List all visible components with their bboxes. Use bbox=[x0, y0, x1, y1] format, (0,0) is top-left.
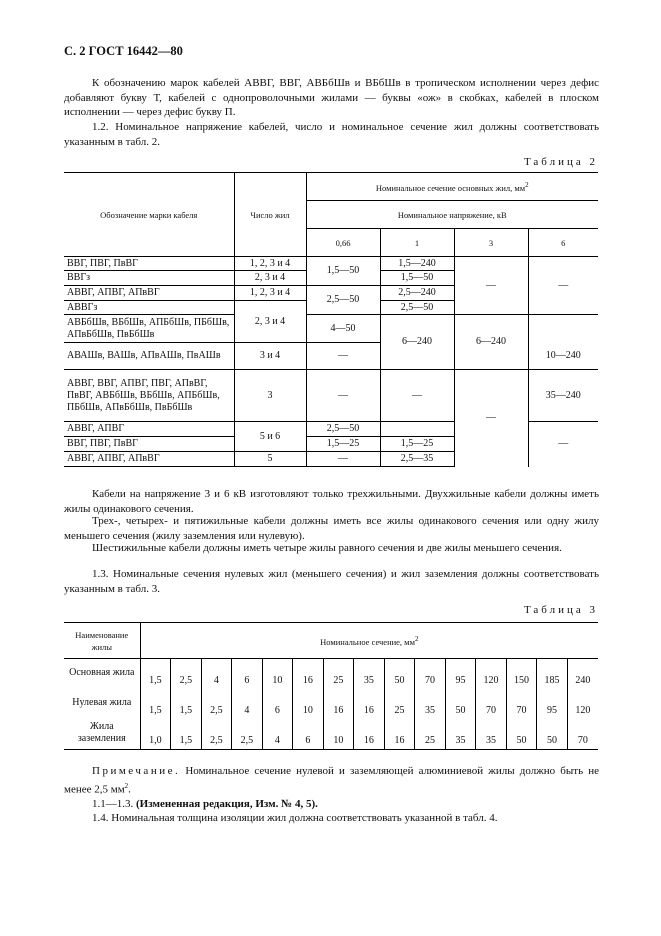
table-cell: 2,5 bbox=[201, 719, 232, 750]
note-text: Номинальное сечение нулевой и заземляющей алюминиевой жилы должно быть не менее 2,5 мм bbox=[64, 765, 599, 796]
note-end: . bbox=[128, 783, 131, 796]
table-cell: 50 bbox=[445, 689, 476, 719]
table-row-mark: АВВГ, ВВГ, АПВГ, ПВГ, АПвВГ, ПвВГ, АВБбШв, ВБбШв, АПБбШв, ПБбШв, АПвБбШв, ПвБбШв bbox=[64, 370, 234, 422]
table-cell: 16 bbox=[384, 719, 415, 750]
table-row-mark: АВАШв, ВАШв, АПвАШв, ПвАШв bbox=[64, 343, 234, 370]
table-cell-v066: 1,5—25 bbox=[306, 437, 380, 452]
table-cell: 1,5 bbox=[171, 719, 202, 750]
table-cell: 1,5 bbox=[171, 689, 202, 719]
table-row-mark: ВВГ, ПВГ, ПвВГ bbox=[64, 257, 234, 271]
table-cell: 95 bbox=[445, 659, 476, 690]
paragraph-1-4: 1.4. Номинальная толщина изоляции жил должна соответствовать указанной в табл. 4. bbox=[92, 812, 498, 824]
table-cell: 16 bbox=[354, 719, 385, 750]
table-cell: 6 bbox=[293, 719, 324, 750]
table-cell-v066: — bbox=[306, 370, 380, 422]
table-row-mark: АВВГз bbox=[64, 301, 234, 315]
table-cell-v1: 1,5—240 bbox=[380, 257, 454, 271]
table-cell: 70 bbox=[415, 659, 446, 690]
table-cell-v1: — bbox=[380, 370, 454, 422]
table-cell: 2,5 bbox=[171, 659, 202, 690]
note-sup: 2 bbox=[124, 781, 129, 790]
paragraph-1-2: 1.2. Номинальное напряжение кабелей, число и номинальное сечение жил должны соответствовать указанным в табл. 2. bbox=[64, 121, 599, 148]
table-row bbox=[64, 659, 598, 690]
table-2 bbox=[64, 172, 598, 467]
table-cell-v3: 6—240 bbox=[454, 315, 528, 370]
row-label: Жила заземления bbox=[64, 719, 140, 750]
table-row-mark: АВВГ, АПВГ bbox=[64, 422, 234, 437]
table-cell-v6: — bbox=[528, 422, 598, 467]
table-cell: 50 bbox=[384, 659, 415, 690]
table-cell: 6 bbox=[262, 689, 293, 719]
table-cell-v066: 1,5—50 bbox=[306, 257, 380, 286]
table-cell: 16 bbox=[354, 689, 385, 719]
table-cell-v6: — bbox=[528, 257, 598, 315]
table-row-mark: ВВГз bbox=[64, 271, 234, 286]
table-cell: 70 bbox=[567, 719, 598, 750]
table-cell: 4 bbox=[262, 719, 293, 750]
voltage-1: 1 bbox=[380, 229, 454, 257]
table-cell: 95 bbox=[537, 689, 568, 719]
table-cell-v3: — bbox=[454, 370, 528, 467]
table-cell: 70 bbox=[476, 689, 507, 719]
table-row bbox=[64, 689, 598, 719]
note bbox=[64, 764, 599, 797]
header-section: Номинальное сечение, $мм^2$ bbox=[140, 623, 598, 659]
header-core-name: Наименование жилы bbox=[64, 623, 140, 659]
table-row-mark: АВВГ, АПВГ, АПвВГ bbox=[64, 286, 234, 301]
table-cell-v066: 2,5—50 bbox=[306, 422, 380, 437]
table3-caption: Таблица 3 bbox=[523, 604, 598, 616]
header-section-sup: 2 bbox=[414, 635, 419, 644]
edition-note bbox=[64, 797, 599, 812]
table-cell-cores: 2, 3 и 4 bbox=[234, 271, 306, 286]
table-cell-cores: 1, 2, 3 и 4 bbox=[234, 286, 306, 301]
edition-prefix: 1.1—1.3. bbox=[92, 798, 136, 810]
page-header: С. 2 ГОСТ 16442—80 bbox=[64, 44, 183, 58]
voltage-066: 0,66 bbox=[306, 229, 380, 257]
table-cell-v1: 1,5—50 bbox=[380, 271, 454, 286]
table-cell-v1 bbox=[380, 422, 454, 437]
table-cell: 10 bbox=[262, 659, 293, 690]
row-label: Нулевая жила bbox=[72, 697, 132, 708]
table-cell: 1,0 bbox=[140, 719, 171, 750]
table-row-mark: АВВГ, АПВГ, АПвВГ bbox=[64, 452, 234, 467]
paragraph-tropical: К обозначению марок кабелей АВВГ, ВВГ, АВБбШв и ВБбШв в тропическом исполнении через дефис добавляют букву Т, кабелей с однопроволочными жилами — буквы «ож» в скобках, кабелей в плоском исполнении — через дефис букву П. bbox=[64, 77, 599, 119]
paragraph-cores-section: Трех-, четырех- и пятижильные кабели должны иметь все жилы одинакового сечения или одну жилу меньшего сечения (жилу заземления или нулевую). bbox=[64, 515, 599, 542]
table-row bbox=[64, 719, 598, 750]
table-cell-cores: 5 и 6 bbox=[234, 422, 306, 452]
table-cell-v066: 4—50 bbox=[306, 315, 380, 343]
table-cell-cores: 3 и 4 bbox=[234, 343, 306, 370]
table-cell: 10 bbox=[293, 689, 324, 719]
table-cell-v066: — bbox=[306, 343, 380, 370]
table-cell-v1: 2,5—35 bbox=[380, 452, 454, 467]
table-cell-v3: — bbox=[454, 257, 528, 315]
table-cell-v6: 10—240 bbox=[528, 343, 598, 370]
table-row-mark: ВВГ, ПВГ, ПвВГ bbox=[64, 437, 234, 452]
table-cell-v066: 2,5—50 bbox=[306, 286, 380, 315]
header-section-sup: 2 bbox=[525, 181, 529, 190]
table-cell: 16 bbox=[323, 689, 354, 719]
table2-caption: Таблица 2 bbox=[523, 156, 598, 168]
header-section: Номинальное сечение основных жил, $мм^2$ bbox=[306, 173, 598, 201]
paragraph-six-core: Шестижильные кабели должны иметь четыре жилы равного сечения и две жилы меньшего сечения. bbox=[92, 542, 562, 554]
table-cell: 120 bbox=[476, 659, 507, 690]
header-mark: Обозначение марки кабеля bbox=[64, 173, 234, 257]
table-cell: 1,5 bbox=[140, 659, 171, 690]
table-cell: 25 bbox=[415, 719, 446, 750]
row-label: Основная жила bbox=[69, 667, 135, 678]
edition-bold: (Измененная редакция, Изм. № 4, 5). bbox=[136, 798, 318, 810]
table-3 bbox=[64, 622, 598, 750]
table-cell: 25 bbox=[323, 659, 354, 690]
table-cell: 2,5 bbox=[201, 689, 232, 719]
voltage-3: 3 bbox=[454, 229, 528, 257]
voltage-6: 6 bbox=[528, 229, 598, 257]
table-cell: 16 bbox=[293, 659, 324, 690]
table-cell: 1,5 bbox=[140, 689, 171, 719]
table-cell: 240 bbox=[567, 659, 598, 690]
table-cell: 6 bbox=[232, 659, 263, 690]
table-cell-v066: — bbox=[306, 452, 380, 467]
table-cell: 4 bbox=[201, 659, 232, 690]
table-cell-v1: 2,5—240 bbox=[380, 286, 454, 301]
table-cell: 35 bbox=[445, 719, 476, 750]
table-cell-cores: 5 bbox=[234, 452, 306, 467]
table-cell: 50 bbox=[537, 719, 568, 750]
table-cell: 35 bbox=[354, 659, 385, 690]
table-cell: 2,5 bbox=[232, 719, 263, 750]
note-label: Примечание. bbox=[92, 765, 181, 777]
table-cell-v1: 6—240 bbox=[380, 315, 454, 370]
table-cell: 4 bbox=[232, 689, 263, 719]
table-cell: 35 bbox=[415, 689, 446, 719]
table-cell-v1: 2,5—50 bbox=[380, 301, 454, 315]
table-cell-cores: 1, 2, 3 и 4 bbox=[234, 257, 306, 271]
table-cell: 35 bbox=[476, 719, 507, 750]
table-cell: 25 bbox=[384, 689, 415, 719]
table-cell: 10 bbox=[323, 719, 354, 750]
table-cell-cores: 3 bbox=[234, 370, 306, 422]
table-cell: 120 bbox=[567, 689, 598, 719]
paragraph-1-3: 1.3. Номинальные сечения нулевых жил (меньшего сечения) и жил заземления должны соответствовать указанным в табл. 3. bbox=[64, 568, 599, 595]
paragraph-3-6kv: Кабели на напряжение 3 и 6 кВ изготовляют только трехжильными. Двухжильные кабели должны иметь жилы одинакового сечения. bbox=[64, 488, 599, 515]
table-cell: 185 bbox=[537, 659, 568, 690]
table-cell-v6: 35—240 bbox=[528, 370, 598, 422]
table-row-mark: АВБбШв, ВБбШв, АПБбШв, ПБбШв, АПвБбШв, ПвБбШв bbox=[64, 315, 234, 343]
header-cores: Число жил bbox=[234, 173, 306, 257]
table-cell: 70 bbox=[506, 689, 537, 719]
table-cell-v6 bbox=[528, 315, 598, 343]
table-cell-v1: 1,5—25 bbox=[380, 437, 454, 452]
header-voltage: Номинальное напряжение, кВ bbox=[306, 201, 598, 229]
table-cell: 150 bbox=[506, 659, 537, 690]
table-cell-cores: 2, 3 и 4 bbox=[234, 301, 306, 343]
table-cell: 50 bbox=[506, 719, 537, 750]
